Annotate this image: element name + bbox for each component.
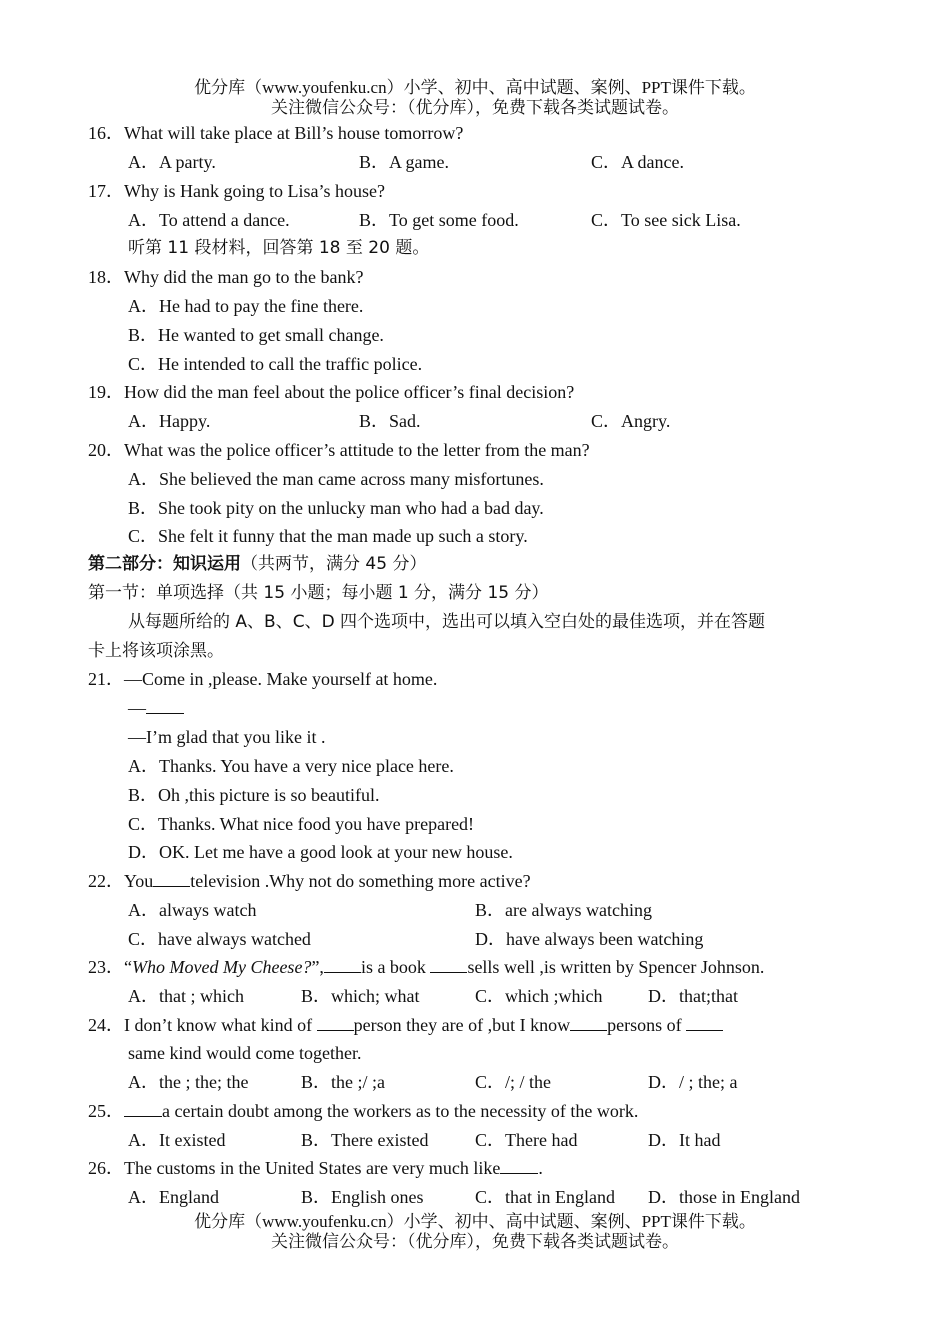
- q24-stem: [88, 1013, 723, 1037]
- q26-option-a: A．England: [128, 1187, 219, 1207]
- q16-text: What will take place at Bill’s house tomorrow?: [124, 123, 464, 143]
- q20-number: 20．: [88, 440, 124, 460]
- q17-text: Why is Hank going to Lisa’s house?: [124, 181, 385, 201]
- q22-stem: [88, 869, 531, 893]
- q23-option-a: A．that ; which: [128, 986, 244, 1006]
- q21-line-1: —Come in ,please. Make yourself at home.: [124, 669, 438, 689]
- header-line-1: 优分库（www.youfenku.cn）小学、初中、高中试题、案例、PPT课件下载。: [194, 78, 756, 97]
- q21-line-3: —I’m glad that you like it .: [128, 727, 326, 747]
- q22-blank: [153, 870, 190, 887]
- q23-blank-1: [324, 956, 361, 973]
- q24-text-mid-2: persons of: [607, 1015, 687, 1035]
- q23-option-d: D．that;that: [648, 986, 738, 1006]
- q22-text-post: television .Why not do something more active?: [190, 871, 531, 891]
- q18-number: 18．: [88, 267, 124, 287]
- q17-stem: [88, 179, 385, 203]
- q18-option-b: B．He wanted to get small change.: [128, 325, 384, 345]
- q21-option-b: B．Oh ,this picture is so beautiful.: [128, 785, 380, 805]
- q23-book-title: Who Moved My Cheese?: [132, 957, 312, 977]
- q26-stem: [88, 1156, 543, 1180]
- q18-text: Why did the man go to the bank?: [124, 267, 364, 287]
- q23-quote-close: ”,: [311, 957, 324, 977]
- q24-text-mid-1: person they are of ,but I know: [353, 1015, 571, 1035]
- q23-blank-2: [430, 956, 467, 973]
- q23-number: 23．: [88, 957, 124, 977]
- q22-option-d: D．have always been watching: [475, 929, 704, 949]
- q17-option-a: A．To attend a dance.: [128, 210, 290, 230]
- q22-number: 22．: [88, 871, 124, 891]
- q23-option-b: B．which; what: [301, 986, 420, 1006]
- q20-option-a: A．She believed the man came across many misfortunes.: [128, 469, 544, 489]
- q21-option-d: D．OK. Let me have a good look at your new house.: [128, 842, 513, 862]
- q17-number: 17．: [88, 181, 124, 201]
- q23-text-post: sells well ,is written by Spencer Johnson.: [467, 957, 765, 977]
- q24-option-c: C．/; / the: [475, 1072, 551, 1092]
- q26-option-d: D．those in England: [648, 1187, 800, 1207]
- q23-text-mid: is a book: [360, 957, 431, 977]
- q26-option-c: C．that in England: [475, 1187, 615, 1207]
- q20-stem: [88, 438, 590, 462]
- q19-option-a: A．Happy.: [128, 411, 211, 431]
- part2-detail: （共两节，满分 45 分）: [241, 554, 427, 574]
- q25-option-d: D．It had: [648, 1130, 721, 1150]
- listening-instruction: 听第 11 段材料，回答第 18 至 20 题。: [128, 238, 430, 258]
- q21-dash: —: [128, 698, 146, 718]
- q20-option-b: B．She took pity on the unlucky man who had a bad day.: [128, 498, 544, 518]
- section1-instruction-1: 从每题所给的 A、B、C、D 四个选项中，选出可以填入空白处的最佳选项，并在答题: [128, 612, 766, 632]
- section1-heading: 第一节：单项选择（共 15 小题；每小题 1 分，满分 15 分）: [88, 583, 549, 603]
- q26-text-post: .: [538, 1158, 543, 1178]
- q24-blank-3: [686, 1014, 723, 1031]
- q24-blank-2: [570, 1014, 607, 1031]
- q25-stem: [88, 1099, 638, 1123]
- q22-option-b: B．are always watching: [475, 900, 652, 920]
- q16-option-a: A．A party.: [128, 152, 216, 172]
- q20-text: What was the police officer’s attitude to the letter from the man?: [124, 440, 590, 460]
- q26-text-pre: The customs in the United States are very much like: [124, 1158, 501, 1178]
- q21-blank: [146, 697, 184, 714]
- q17-option-b: B．To get some food.: [359, 210, 519, 230]
- header-line-2: 关注微信公众号：（优分库），免费下载各类试题试卷。: [271, 98, 679, 117]
- q19-stem: [88, 380, 574, 404]
- q16-number: 16．: [88, 123, 124, 143]
- q25-text-post: a certain doubt among the workers as to the necessity of the work.: [162, 1101, 639, 1121]
- q22-text-pre: You: [124, 871, 154, 891]
- part2-title: 第二部分：知识运用: [88, 554, 241, 574]
- q19-number: 19．: [88, 382, 124, 402]
- q18-stem: [88, 265, 363, 289]
- q17-option-c: C．To see sick Lisa.: [591, 210, 741, 230]
- q24-text-pre: I don’t know what kind of: [124, 1015, 317, 1035]
- q25-option-a: A．It existed: [128, 1130, 226, 1150]
- q23-quote-open: “: [124, 957, 132, 977]
- q25-option-c: C．There had: [475, 1130, 578, 1150]
- part2-heading: [88, 552, 426, 576]
- q25-number: 25．: [88, 1101, 124, 1121]
- q21-line-2: [128, 696, 184, 720]
- q18-option-c: C．He intended to call the traffic police.: [128, 354, 423, 374]
- q22-option-c: C．have always watched: [128, 929, 311, 949]
- q19-option-b: B．Sad.: [359, 411, 421, 431]
- q21-option-c: C．Thanks. What nice food you have prepared!: [128, 814, 475, 834]
- footer-line-1: 优分库（www.youfenku.cn）小学、初中、高中试题、案例、PPT课件下载。: [194, 1212, 756, 1231]
- section1-instruction-2: 卡上将该项涂黑。: [88, 641, 224, 661]
- q24-option-a: A．the ; the; the: [128, 1072, 249, 1092]
- q16-option-b: B．A game.: [359, 152, 449, 172]
- q16-stem: [88, 121, 463, 145]
- q25-option-b: B．There existed: [301, 1130, 429, 1150]
- footer-line-2: 关注微信公众号：（优分库），免费下载各类试题试卷。: [271, 1232, 679, 1251]
- q24-blank-1: [317, 1014, 354, 1031]
- q21-number: 21．: [88, 669, 124, 689]
- q25-blank: [124, 1100, 162, 1117]
- q20-option-c: C．She felt it funny that the man made up such a story.: [128, 526, 528, 546]
- q26-blank: [500, 1157, 538, 1174]
- q21-stem: [88, 667, 437, 691]
- q19-option-c: C．Angry.: [591, 411, 671, 431]
- q18-option-a: A．He had to pay the fine there.: [128, 296, 364, 316]
- q16-option-c: C．A dance.: [591, 152, 684, 172]
- q24-line-2: same kind would come together.: [128, 1043, 362, 1063]
- q21-option-a: A．Thanks. You have a very nice place here.: [128, 756, 454, 776]
- q26-option-b: B．English ones: [301, 1187, 424, 1207]
- q24-option-d: D．/ ; the; a: [648, 1072, 738, 1092]
- q24-number: 24．: [88, 1015, 124, 1035]
- q22-option-a: A．always watch: [128, 900, 257, 920]
- q24-option-b: B．the ;/ ;a: [301, 1072, 385, 1092]
- q23-option-c: C．which ;which: [475, 986, 603, 1006]
- q26-number: 26．: [88, 1158, 124, 1178]
- q19-text: How did the man feel about the police officer’s final decision?: [124, 382, 575, 402]
- q23-stem: [88, 955, 764, 979]
